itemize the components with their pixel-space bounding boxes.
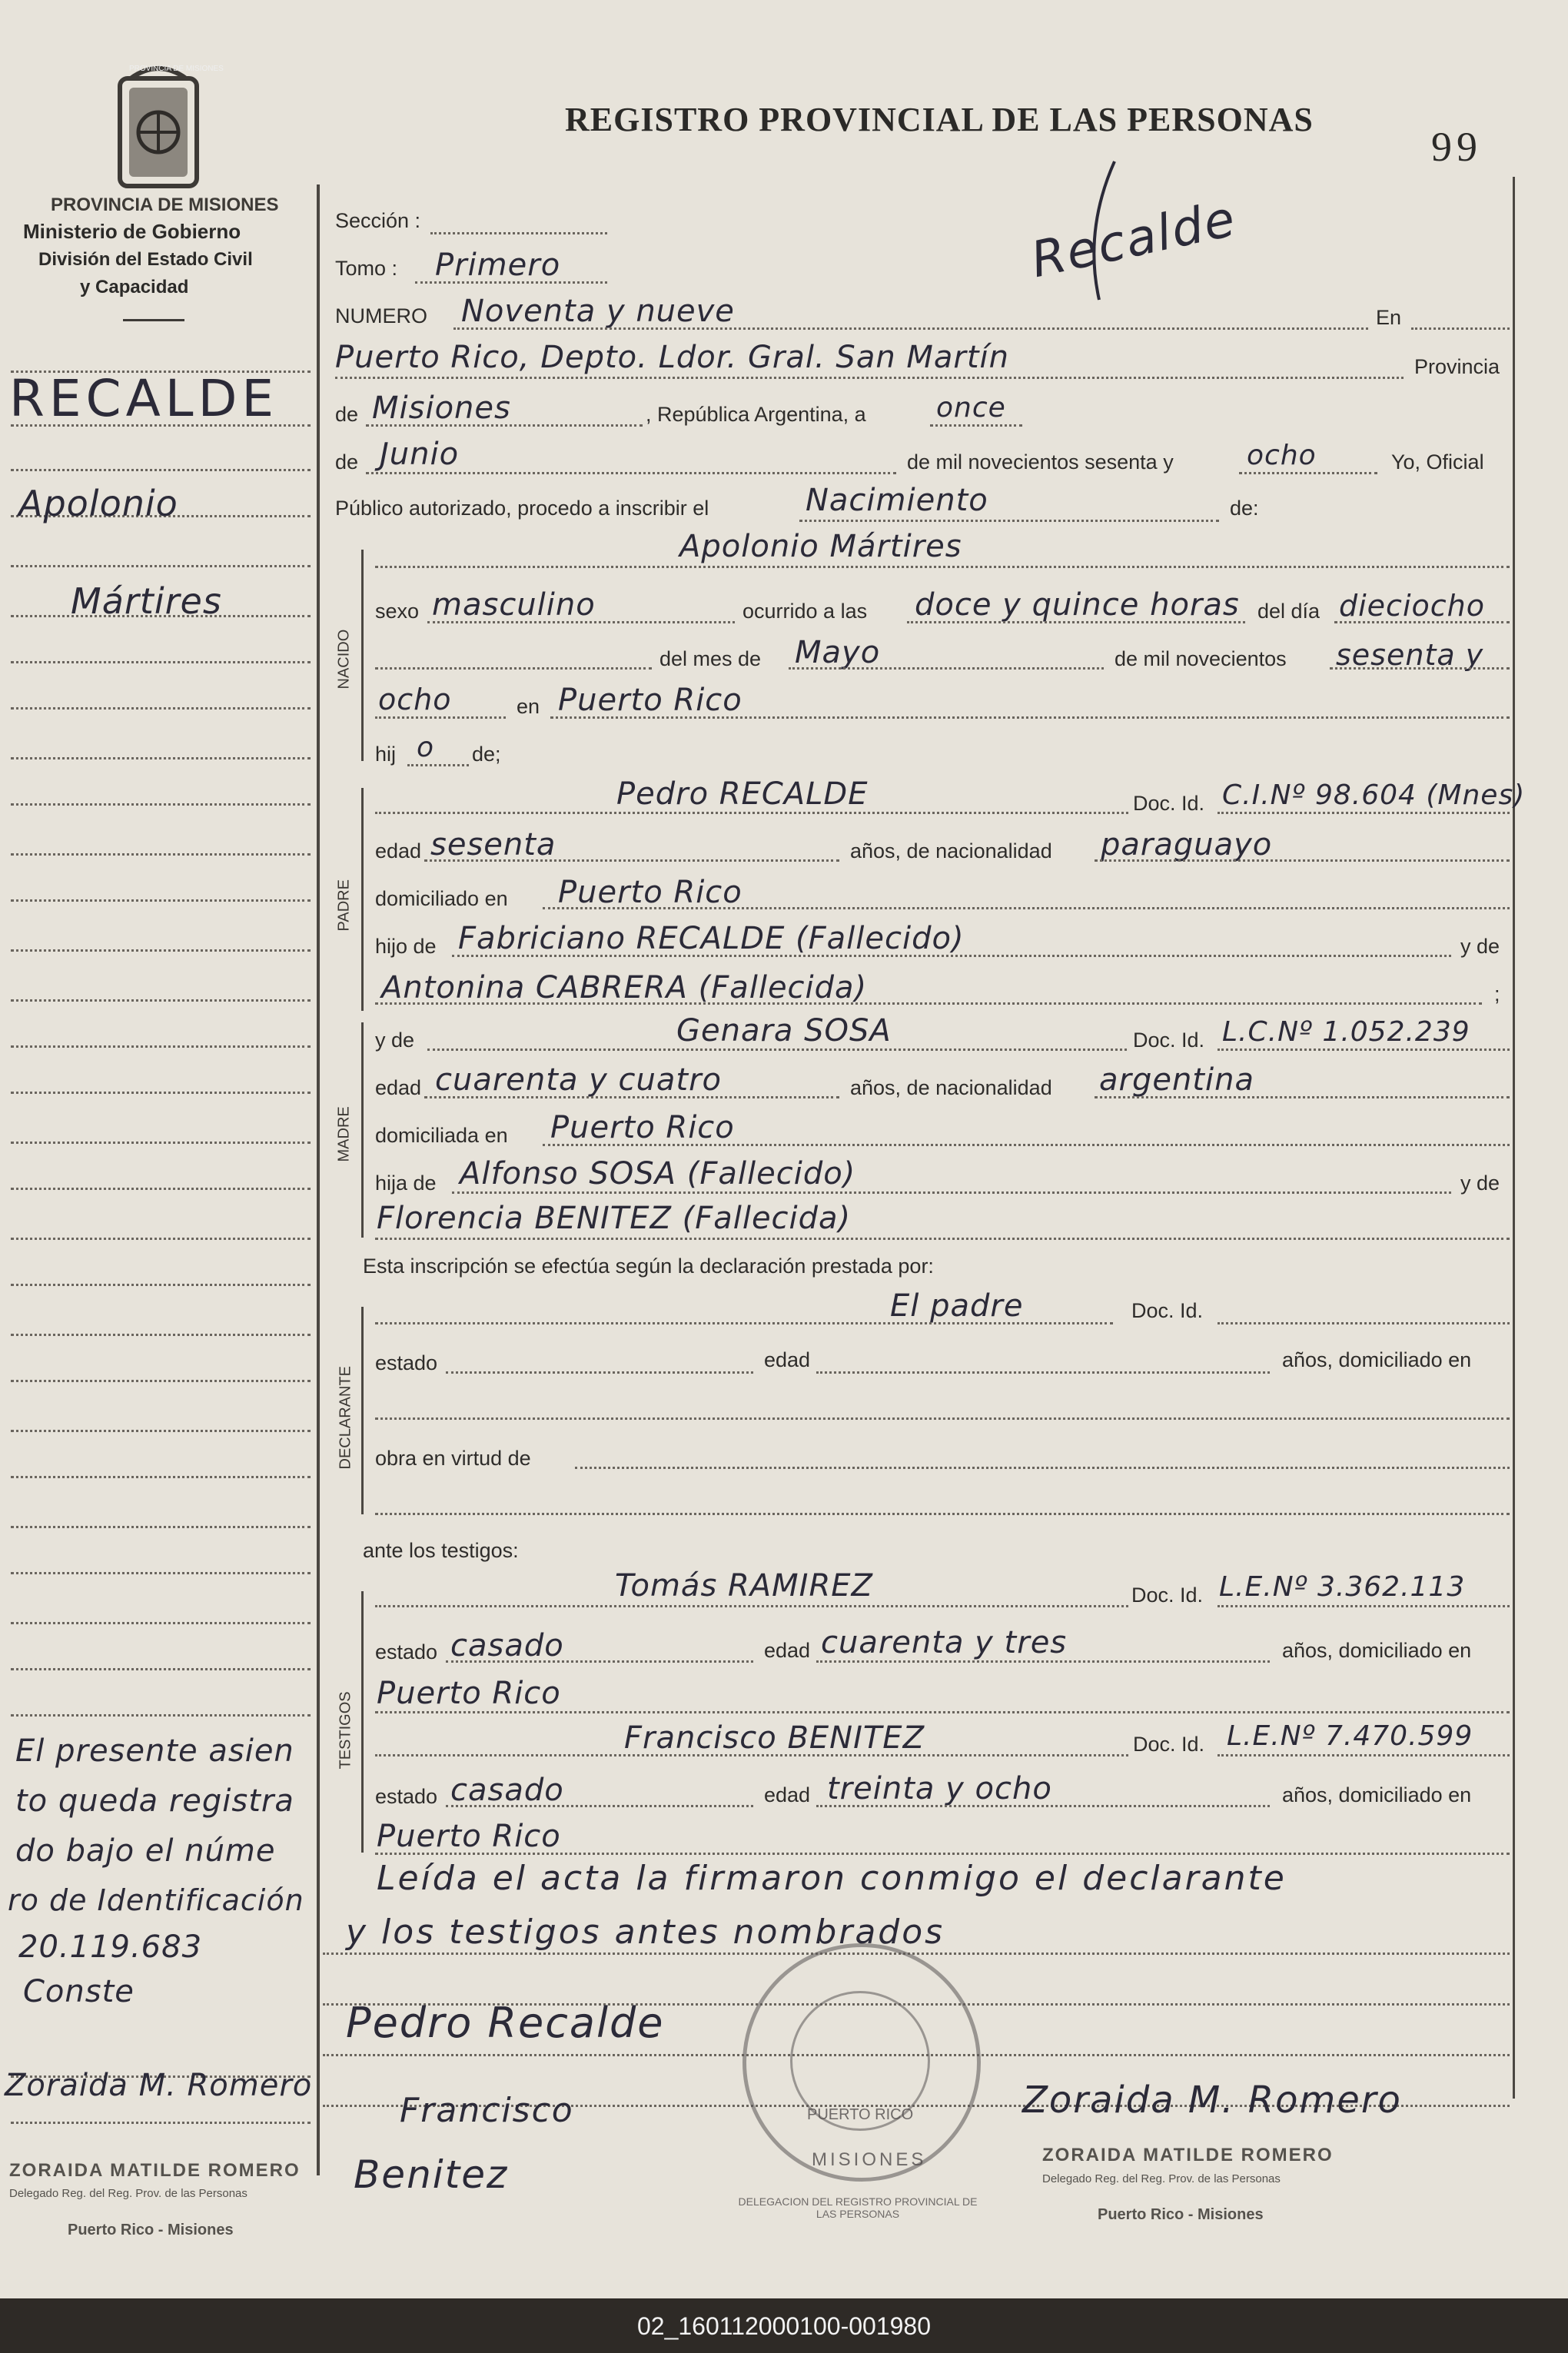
emblem-label: PROVINCIA DE MISIONES <box>129 65 224 73</box>
tomo-label: Tomo : <box>335 257 398 280</box>
declarante-estado-line <box>446 1371 753 1374</box>
margin-line <box>11 1572 311 1574</box>
declarante-doc-line <box>1218 1322 1510 1324</box>
province-value: Misiones <box>372 391 511 426</box>
margin-line <box>11 1142 311 1144</box>
provincia-label: Provincia <box>1414 355 1500 378</box>
witness2-doc-line <box>1218 1754 1510 1756</box>
father-nat-line <box>1095 859 1510 862</box>
testigos-bracket <box>361 1591 364 1853</box>
de-month-label: de <box>335 450 359 474</box>
sexo-label: sexo <box>375 600 420 623</box>
image-id-caption: 02_160112000100-001980 <box>636 2312 931 2340</box>
ministry-heading: Ministerio de Gobierno <box>23 220 241 243</box>
mother-dom-line <box>543 1144 1510 1146</box>
republica-text: , República Argentina, a <box>646 403 866 426</box>
year-text: de mil novecientos sesenta y <box>907 450 1174 474</box>
father-domiciliado-label: domiciliado en <box>375 887 508 910</box>
father-nacionalidad-text: años, de nacionalidad <box>850 839 1052 862</box>
child-name: Apolonio Mártires <box>679 529 962 564</box>
father-hijo-de-label: hijo de <box>375 935 437 958</box>
father-age-line <box>424 859 839 862</box>
mil-text: de mil novecientos <box>1115 647 1287 670</box>
margin-line <box>11 899 311 902</box>
mother-dom: Puerto Rico <box>550 1110 735 1145</box>
signature-witness-2: Benitez <box>354 2152 509 2197</box>
hora-value: doce y quince horas <box>915 587 1240 623</box>
witness1-doc-label: Doc. Id. <box>1131 1584 1204 1607</box>
official-name-stamp: ZORAIDA MATILDE ROMERO <box>1042 2145 1334 2165</box>
margin-note-id: 20.119.683 <box>18 1929 203 1965</box>
mother-domiciliada-label: domiciliada en <box>375 1124 508 1147</box>
nacido-bracket <box>361 550 364 761</box>
margin-note-line3: do bajo el núme <box>15 1833 276 1869</box>
declarante-edad-label: edad <box>764 1348 811 1371</box>
seccion-label: Sección : <box>335 209 421 232</box>
margin-divider <box>317 184 320 2175</box>
year-line <box>1239 472 1377 474</box>
child-name-line <box>375 566 1510 568</box>
witness1-estado: casado <box>450 1628 564 1663</box>
heading-rule <box>123 319 184 321</box>
margin-line <box>11 565 311 567</box>
seal-province: MISIONES <box>812 2149 927 2170</box>
margin-signature: Zoraida M. Romero <box>5 2068 313 2103</box>
tomo-line <box>415 281 607 284</box>
year-value: ocho <box>1247 440 1317 471</box>
mother-nat: argentina <box>1099 1062 1254 1098</box>
witness1-dom-line <box>375 1711 1510 1713</box>
mother-y-de-2: y de <box>1460 1172 1500 1195</box>
mother-nat-line <box>1095 1096 1510 1098</box>
mother-edad-label: edad <box>375 1076 422 1099</box>
signature-declarante: Pedro Recalde <box>346 1999 665 2047</box>
obra-line <box>575 1467 1510 1469</box>
margin-note-line2: to queda registra <box>15 1783 294 1819</box>
hij-label: hij <box>375 743 397 766</box>
margin-line <box>11 1476 311 1478</box>
mes-value: Mayo <box>795 635 881 670</box>
signature-witness: Francisco <box>400 2091 574 2130</box>
numero-label: NUMERO <box>335 304 427 327</box>
mother-father: Alfonso SOSA (Fallecido) <box>460 1156 856 1191</box>
witness2-anos-text: años, domiciliado en <box>1282 1783 1472 1806</box>
margin-name1: Apolonio <box>18 483 178 524</box>
mother-hija-de-label: hija de <box>375 1172 437 1195</box>
tomo-value: Primero <box>435 248 561 283</box>
signature-stroke <box>1068 154 1130 307</box>
en-line <box>1411 327 1510 330</box>
obra-line-2 <box>375 1513 1510 1515</box>
margin-line <box>11 1714 311 1717</box>
margin-official-name: ZORAIDA MATILDE ROMERO <box>9 2160 301 2181</box>
father-edad-label: edad <box>375 839 422 862</box>
father-name-line <box>375 812 1128 814</box>
witness1-edad: cuarenta y tres <box>821 1625 1068 1660</box>
acta-line <box>799 520 1219 522</box>
margin-line <box>11 2122 311 2124</box>
margin-line <box>11 1284 311 1286</box>
margin-line <box>11 1622 311 1624</box>
margin-line <box>11 757 311 759</box>
anio2-line <box>375 716 506 719</box>
month-line <box>366 472 896 474</box>
hij-de: de; <box>472 743 501 766</box>
lugar-value: Puerto Rico <box>558 683 742 718</box>
margin-line <box>11 469 311 471</box>
dia-line <box>1334 621 1510 623</box>
dia-value: dieciocho <box>1339 589 1485 623</box>
page-title: REGISTRO PROVINCIAL DE LAS PERSONAS <box>565 101 1314 138</box>
margin-line <box>11 1045 311 1048</box>
side-label-testigos: TESTIGOS <box>337 1691 354 1770</box>
witness2-doc-label: Doc. Id. <box>1133 1733 1205 1756</box>
padre-bracket <box>361 788 364 1011</box>
seal-place: PUERTO RICO <box>807 2106 914 2123</box>
anio1-value: sesenta y <box>1336 638 1484 672</box>
closing-line-2-rule <box>323 1953 1510 1955</box>
margin-line <box>11 1188 311 1190</box>
day-value: once <box>936 392 1006 424</box>
father-doc-label: Doc. Id. <box>1133 792 1205 815</box>
margin-line <box>11 1526 311 1528</box>
official-role-stamp: Delegado Reg. del Reg. Prov. de las Personas <box>1042 2172 1281 2185</box>
place-line <box>335 377 1404 379</box>
del-mes-text: del mes de <box>659 647 762 670</box>
signature-official: Zoraida M. Romero <box>1022 2079 1402 2122</box>
margin-line <box>11 661 311 663</box>
del-dia-text: del día <box>1257 600 1321 623</box>
obra-text: obra en virtud de <box>375 1447 531 1470</box>
anio2-value: ocho <box>378 683 452 716</box>
margin-line <box>11 1380 311 1382</box>
margin-line <box>11 999 311 1002</box>
margin-line <box>11 803 311 806</box>
declarante-line <box>375 1322 1113 1324</box>
seccion-line <box>430 232 607 234</box>
official-place-stamp: Puerto Rico - Misiones <box>1098 2206 1264 2223</box>
witness2-estado-line <box>446 1805 753 1807</box>
witness1-anos-text: años, domiciliado en <box>1282 1639 1472 1662</box>
father-doc-value: C.I.Nº 98.604 (Mnes) <box>1222 779 1526 811</box>
declarante-value: El padre <box>890 1288 1024 1324</box>
father-father-line <box>452 955 1451 957</box>
witness1-edad-line <box>816 1660 1270 1663</box>
publico-text: Público autorizado, procedo a inscribir el <box>335 497 709 520</box>
declarante-doc-label: Doc. Id. <box>1131 1299 1204 1322</box>
day-line <box>930 424 1022 427</box>
margin-line <box>11 853 311 856</box>
witness2-name-line <box>375 1754 1128 1756</box>
en-label: En <box>1376 306 1402 329</box>
mother-age-line <box>424 1096 839 1098</box>
mes-leading-line <box>375 667 652 670</box>
witness1-estado-line <box>446 1660 753 1663</box>
right-border <box>1513 177 1515 2099</box>
declarante-bracket <box>361 1307 364 1514</box>
margin-note-line1: El presente asien <box>15 1733 294 1769</box>
margin-line <box>11 1238 311 1240</box>
witness1-name-line <box>375 1605 1128 1607</box>
father-semicolon: ; <box>1494 982 1500 1005</box>
closing-line-1: Leída el acta la firmaron conmigo el declarante <box>377 1859 1287 1898</box>
margin-line <box>11 1334 311 1336</box>
witness2-edad-line <box>816 1805 1270 1807</box>
closing-line-2: y los testigos antes nombrados <box>346 1913 945 1952</box>
lugar-line <box>550 716 1510 719</box>
margin-line <box>11 1092 311 1094</box>
margin-note-conste: Conste <box>23 1974 135 2009</box>
witness1-doc-line <box>1218 1605 1510 1607</box>
father-dom: Puerto Rico <box>558 875 742 910</box>
mother-name-line <box>427 1049 1127 1051</box>
hij-line <box>407 764 469 766</box>
witness2-estado-label: estado <box>375 1785 438 1808</box>
mother-nacionalidad-text: años, de nacionalidad <box>850 1076 1052 1099</box>
margin-name2: Mártires <box>71 580 222 622</box>
declaracion-text: Esta inscripción se efectúa según la declaración prestada por: <box>363 1255 934 1278</box>
father-mother: Antonina CABRERA (Fallecida) <box>381 970 868 1005</box>
declarante-edad-line <box>816 1371 1270 1374</box>
mother-mother-line <box>375 1238 1510 1240</box>
declarante-anos-text: años, domiciliado en <box>1282 1348 1472 1371</box>
father-name: Pedro RECALDE <box>616 776 869 812</box>
anio1-line <box>1330 667 1510 670</box>
margin-line <box>11 1430 311 1432</box>
numero-line <box>453 327 1368 330</box>
mother-y-de: y de <box>375 1029 415 1052</box>
hij-value: o <box>417 732 435 763</box>
witness2-dom-line <box>375 1853 1510 1855</box>
month-value: Junio <box>380 437 460 472</box>
witness1-doc: L.E.Nº 3.362.113 <box>1219 1571 1466 1603</box>
de-label: de <box>335 403 359 426</box>
oficial-text: Yo, Oficial <box>1391 450 1484 474</box>
declarante-estado-label: estado <box>375 1351 438 1374</box>
witness2-edad: treinta y ocho <box>827 1771 1052 1806</box>
side-label-padre: PADRE <box>335 879 353 932</box>
mes-line <box>789 667 1104 670</box>
hora-line <box>907 621 1245 623</box>
mother-mother: Florencia BENITEZ (Fallecida) <box>377 1201 852 1236</box>
en-lugar-label: en <box>517 695 540 718</box>
side-label-madre: MADRE <box>335 1106 353 1162</box>
father-father: Fabriciano RECALDE (Fallecido) <box>458 921 965 956</box>
mother-father-line <box>452 1191 1451 1194</box>
margin-official-role: Delegado Reg. del Reg. Prov. de las Personas <box>9 2187 247 2200</box>
sexo-line <box>427 621 735 623</box>
mother-doc-value: L.C.Nº 1.052.239 <box>1222 1016 1470 1048</box>
capacity-heading: y Capacidad <box>80 277 189 297</box>
father-nat: paraguayo <box>1101 827 1273 862</box>
witness1-edad-label: edad <box>764 1639 811 1662</box>
seal-text: DELEGACION DEL REGISTRO PROVINCIAL DE LAS PERSONAS <box>738 2195 978 2220</box>
witness2-name: Francisco BENITEZ <box>624 1720 925 1756</box>
de-colon: de: <box>1230 497 1259 520</box>
ocurrido-text: ocurrido a las <box>742 600 868 623</box>
father-age: sesenta <box>430 827 556 862</box>
province-heading: PROVINCIA DE MISIONES <box>51 194 279 215</box>
father-dom-line <box>543 907 1510 909</box>
top-signature: Recalde <box>1026 190 1241 290</box>
numero-value: Noventa y nueve <box>461 294 735 329</box>
mother-doc-line <box>1218 1049 1510 1051</box>
witness2-estado: casado <box>450 1773 564 1808</box>
place-value: Puerto Rico, Depto. Ldor. Gral. San Martín <box>335 340 1010 375</box>
mother-doc-label: Doc. Id. <box>1133 1029 1205 1052</box>
page-number: 99 <box>1431 124 1482 170</box>
witness2-dom: Puerto Rico <box>377 1819 561 1854</box>
witness1-name: Tomás RAMIREZ <box>615 1568 873 1604</box>
side-label-nacido: NACIDO <box>335 629 353 690</box>
witness2-doc: L.E.Nº 7.470.599 <box>1227 1720 1473 1752</box>
sexo-value: masculino <box>432 587 596 623</box>
witness1-estado-label: estado <box>375 1640 438 1663</box>
division-heading: División del Estado Civil <box>38 249 253 270</box>
acta-value: Nacimiento <box>806 483 988 518</box>
father-y-de: y de <box>1460 935 1500 958</box>
margin-surname: RECALDE <box>9 369 279 428</box>
coat-of-arms-icon <box>115 63 201 194</box>
madre-bracket <box>361 1022 364 1238</box>
margin-official-place: Puerto Rico - Misiones <box>68 2222 234 2238</box>
margin-note-line4: ro de Identificación <box>8 1883 304 1917</box>
witness1-dom: Puerto Rico <box>377 1676 561 1711</box>
margin-line <box>11 949 311 952</box>
declarante-dom-line <box>375 1417 1510 1420</box>
mother-name: Genara SOSA <box>676 1013 892 1049</box>
father-doc-line <box>1218 812 1510 814</box>
province-line <box>366 424 643 427</box>
side-label-declarante: DECLARANTE <box>337 1366 354 1470</box>
testigos-text: ante los testigos: <box>363 1539 519 1562</box>
father-mother-line <box>375 1002 1482 1005</box>
margin-line <box>11 1668 311 1670</box>
margin-line <box>11 707 311 710</box>
mother-age: cuarenta y cuatro <box>435 1062 723 1098</box>
witness2-edad-label: edad <box>764 1783 811 1806</box>
